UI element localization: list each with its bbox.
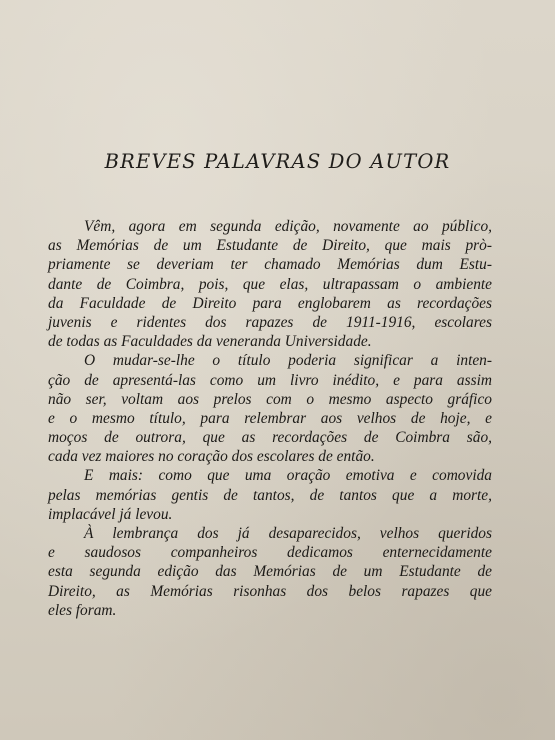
preface-body <box>48 217 492 620</box>
text-line: eles foram. <box>48 601 117 619</box>
page-title: BREVES PALAVRAS DO AUTOR <box>104 150 451 173</box>
text-line: dante de Coimbra, pois, que elas, ultrapassam o ambiente <box>48 275 492 293</box>
text-line: À lembrança dos já desaparecidos, velhos queridos <box>84 525 492 542</box>
text-line: de todas as Faculdades da veneranda Universidade. <box>48 333 372 351</box>
text-line: implacável já levou. <box>48 505 173 523</box>
text-line: e saudosos companheiros dedicamos enternecidamente <box>48 544 492 562</box>
paragraph-3 <box>48 466 492 524</box>
text-line: não ser, voltam aos prelos com o mesmo aspecto gráfico <box>48 390 492 408</box>
text-line: O mudar-se-lhe o título poderia significar a inten- <box>84 352 492 370</box>
text-line: E mais: como que uma oração emotiva e comovida <box>84 467 492 485</box>
text-line: as Memórias de um Estudante de Direito, que mais prò- <box>48 237 492 255</box>
text-line: ção de apresentá-las como um livro inédito, e para assim <box>48 371 492 389</box>
text-line: esta segunda edição das Memórias de um Estudante de <box>48 563 492 581</box>
text-line: pelas memórias gentis de tantos, de tantos que a morte, <box>48 486 492 504</box>
paragraph-2 <box>48 351 492 466</box>
text-line: e o mesmo título, para relembrar aos velhos de hoje, e <box>48 409 492 427</box>
text-line: moços de outrora, que as recordações de Coimbra são, <box>48 429 492 447</box>
paragraph-4 <box>48 524 492 620</box>
text-line: juvenis e ridentes dos rapazes de 1911-1916, escolares <box>48 313 492 331</box>
text-line: Vêm, agora em segunda edição, novamente ao público, <box>84 218 492 235</box>
text-line: da Faculdade de Direito para englobarem as recordações <box>48 294 492 312</box>
paragraph-1 <box>48 217 492 351</box>
text-line: priamente se deveriam ter chamado Memórias dum Estu- <box>48 256 492 274</box>
text-line: cada vez maiores no coração dos escolares de então. <box>48 448 375 466</box>
text-line: Direito, as Memórias risonhas dos belos rapazes que <box>48 582 492 600</box>
